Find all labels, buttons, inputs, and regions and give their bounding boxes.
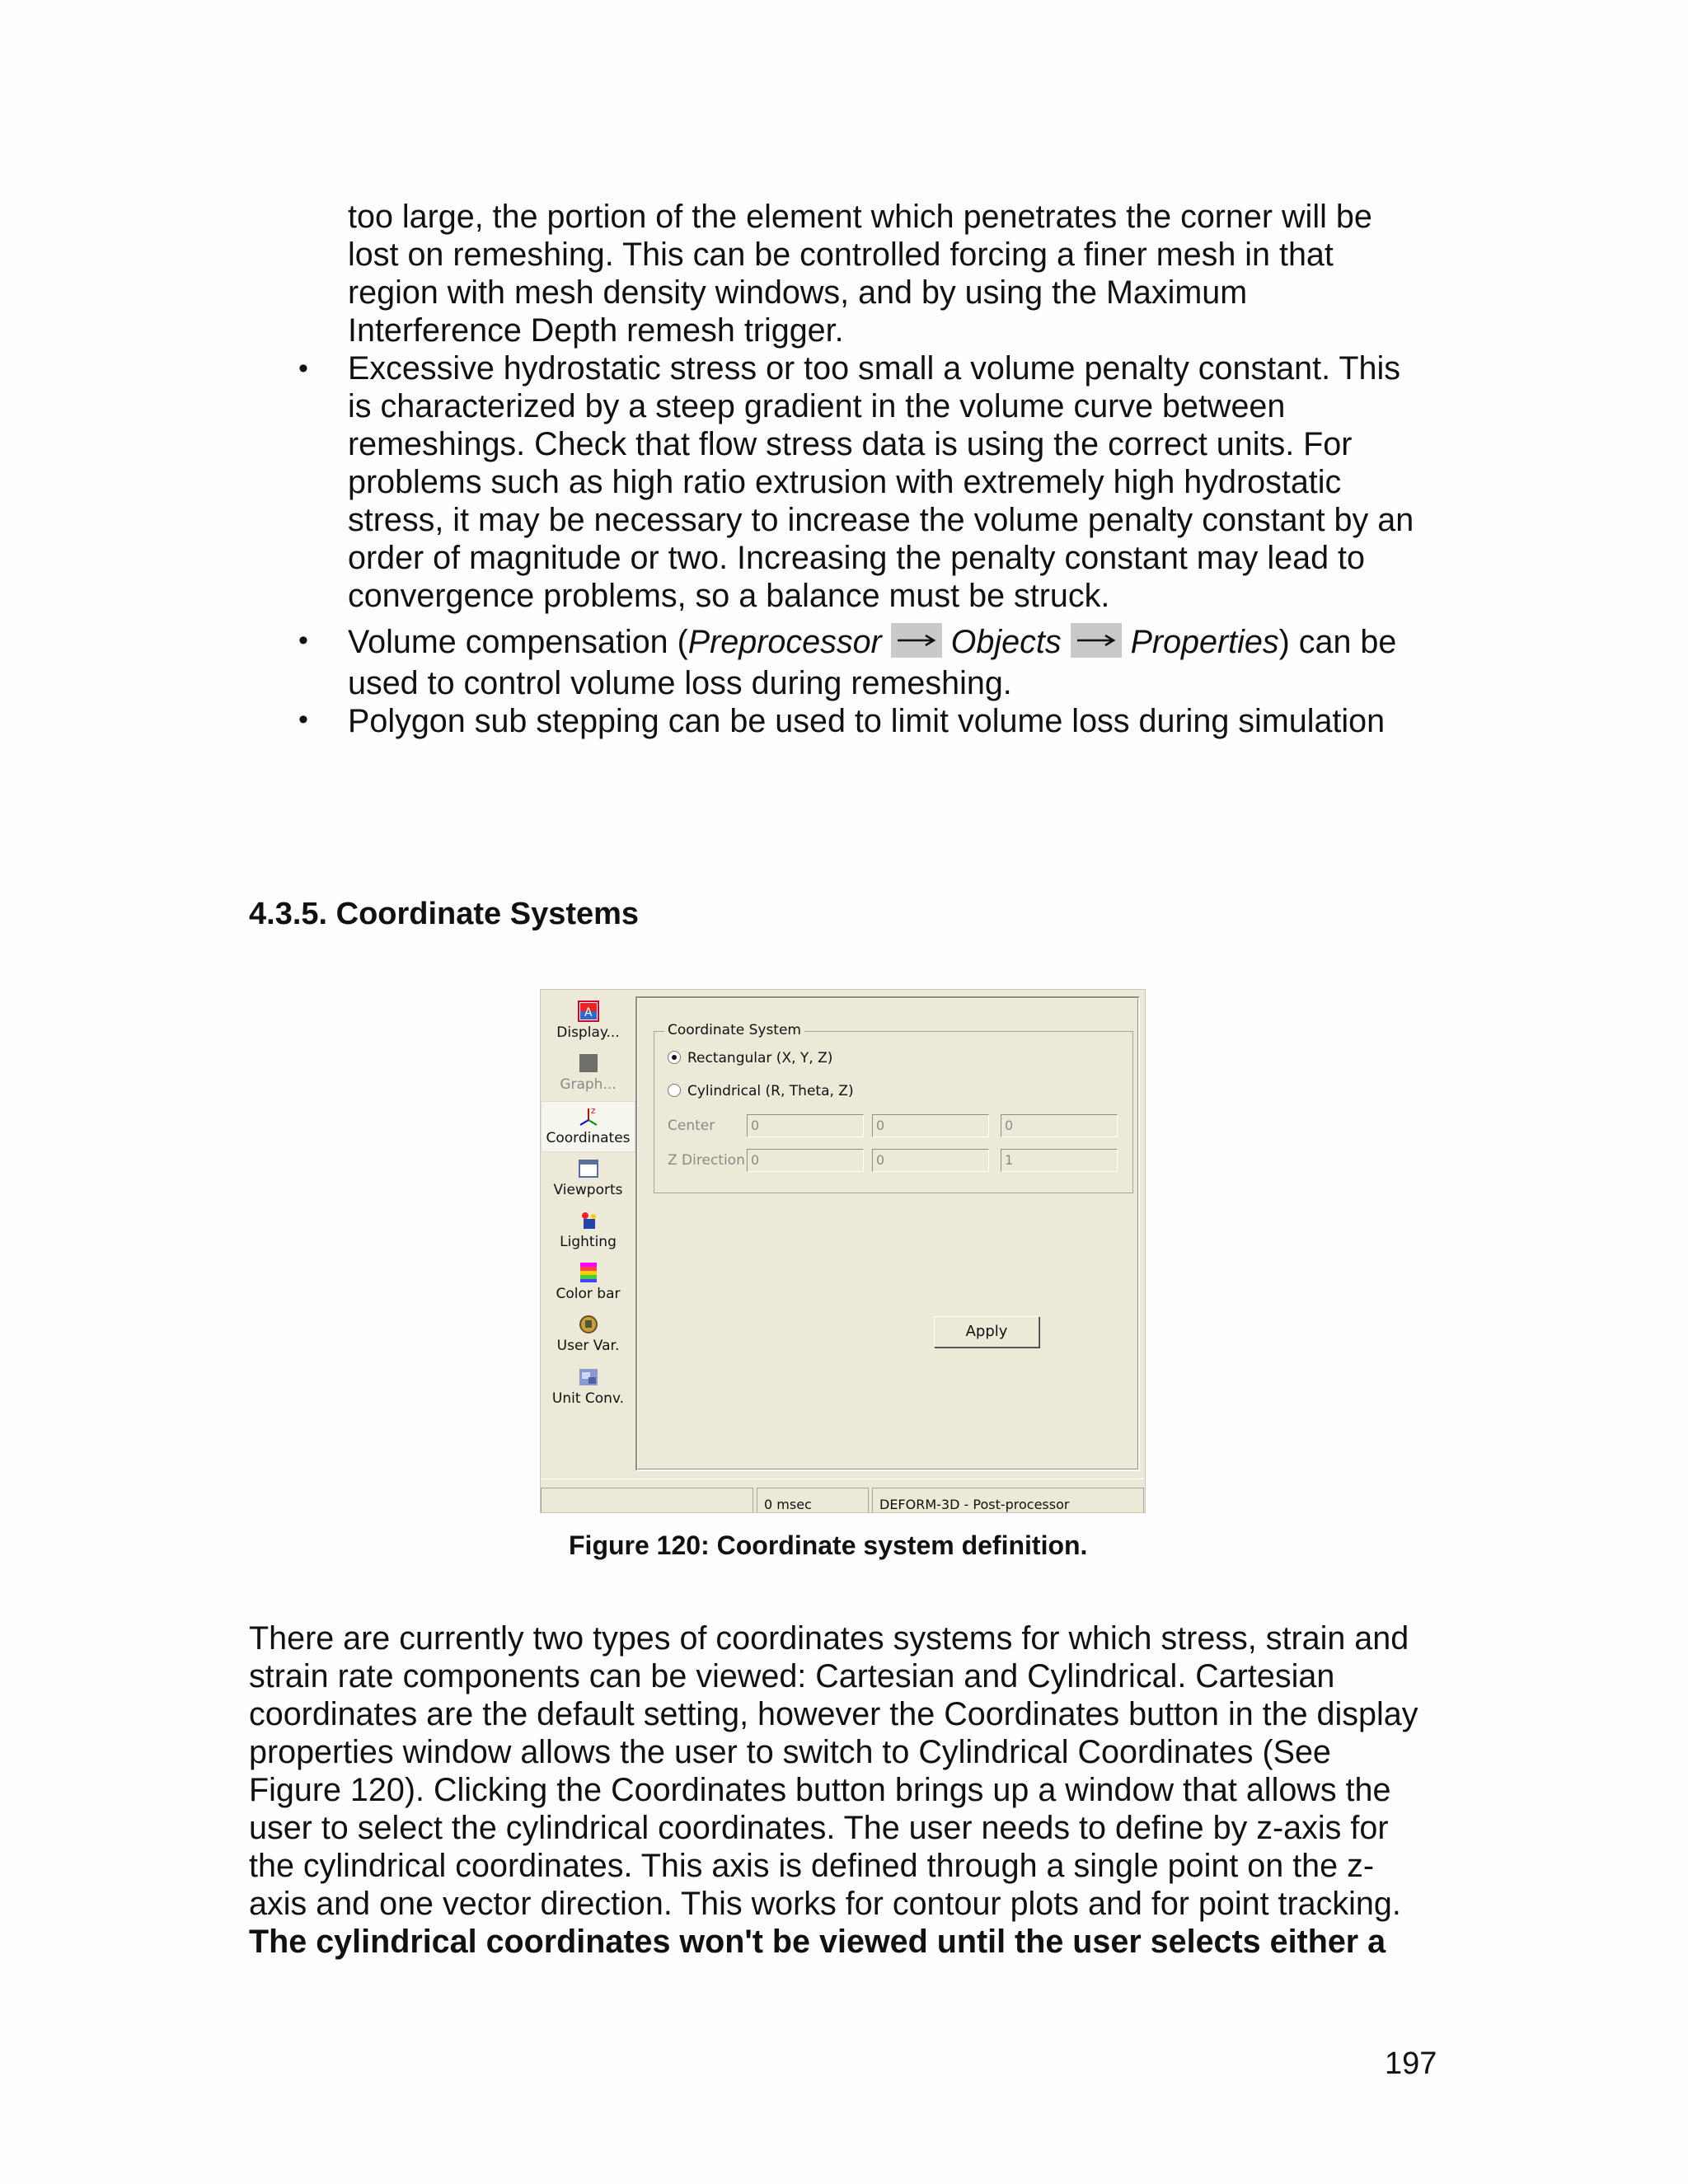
sidebar-item-graph[interactable]	[541, 1052, 635, 1093]
text-line: order of magnitude or two. Increasing the penalty constant may lead to	[348, 540, 1365, 576]
center-y-input[interactable]: 0	[872, 1114, 989, 1137]
zdir-y-input[interactable]: 0	[872, 1149, 989, 1172]
text-line: user to select the cylindrical coordinates. The user needs to define by z-axis for	[249, 1810, 1389, 1846]
sidebar	[541, 990, 635, 1476]
status-time: 0 msec	[757, 1488, 869, 1512]
text-line: Figure 120). Clicking the Coordinates button brings up a window that allows the	[249, 1772, 1391, 1808]
center-z-input[interactable]: 0	[1001, 1114, 1118, 1137]
settings-panel	[635, 996, 1140, 1471]
sidebar-item-coordinates[interactable]	[541, 1101, 635, 1152]
lighting-icon	[577, 1209, 600, 1232]
status-app: DEFORM-3D - Post-processor	[872, 1488, 1144, 1512]
text-line: Excessive hydrostatic stress or too small a volume penalty constant. This	[348, 350, 1400, 387]
zdir-x-input[interactable]: 0	[747, 1149, 864, 1172]
bullet-marker: •	[298, 704, 308, 735]
unit-conv-icon	[577, 1366, 600, 1389]
figure-caption: Figure 120: Coordinate system definition.	[569, 1530, 1088, 1560]
sidebar-item-user-var[interactable]	[541, 1313, 635, 1354]
text-line: lost on remeshing. This can be controlled forcing a finer mesh in that	[348, 237, 1334, 273]
text-line: convergence problems, so a balance must be struck.	[348, 578, 1110, 614]
coordinate-system-group	[654, 1022, 1133, 1193]
sidebar-item-label: User Var.	[556, 1338, 620, 1354]
display-icon	[577, 1000, 600, 1023]
center-label: Center	[668, 1118, 715, 1134]
text-line	[348, 623, 1396, 661]
zdir-z-input[interactable]: 1	[1001, 1149, 1118, 1172]
radio-label: Cylindrical (R, Theta, Z)	[687, 1083, 854, 1099]
radio-rectangular[interactable]	[668, 1050, 832, 1066]
coordinates-icon	[577, 1105, 600, 1128]
bold-line: The cylindrical coordinates won't be viewed until the user selects either a	[249, 1924, 1386, 1960]
page-number: 197	[1385, 2046, 1437, 2081]
sidebar-item-unit-conv[interactable]	[541, 1366, 635, 1407]
sidebar-item-viewports[interactable]	[541, 1157, 635, 1198]
text-line: remeshings. Check that flow stress data is using the correct units. For	[348, 426, 1353, 462]
center-x-input[interactable]: 0	[747, 1114, 864, 1137]
graph-icon	[577, 1052, 600, 1075]
menu-path-preprocessor: Preprocessor	[687, 624, 882, 660]
sidebar-item-label: Unit Conv.	[551, 1390, 625, 1407]
text-line: too large, the portion of the element which penetrates the corner will be	[348, 199, 1372, 235]
text-span: ) can be	[1278, 624, 1397, 660]
text-span: Volume compensation (	[348, 624, 688, 660]
z-direction-label: Z Direction	[668, 1152, 745, 1169]
menu-path-properties: Properties	[1130, 624, 1279, 660]
sidebar-item-label: Lighting	[560, 1234, 617, 1250]
text-line: strain rate components can be viewed: Cartesian and Cylindrical. Cartesian	[249, 1658, 1335, 1694]
bullet-marker: •	[298, 625, 308, 656]
text-line: Polygon sub stepping can be used to limit volume loss during simulation	[348, 703, 1386, 739]
apply-button[interactable]: Apply	[934, 1316, 1039, 1347]
text-line: properties window allows the user to switch to Cylindrical Coordinates (See	[249, 1734, 1331, 1770]
svg-text:A: A	[584, 1006, 593, 1019]
svg-text:Z: Z	[590, 1108, 595, 1115]
sidebar-item-display[interactable]	[541, 1000, 635, 1041]
text-line: problems such as high ratio extrusion with extremely high hydrostatic	[348, 464, 1342, 500]
color-bar-icon	[577, 1261, 600, 1284]
status-cell-empty	[541, 1488, 753, 1512]
group-title: Coordinate System	[664, 1022, 804, 1038]
radio-dot	[668, 1084, 681, 1097]
text-line: is characterized by a steep gradient in the volume curve between	[348, 388, 1286, 424]
text-line: region with mesh density windows, and by using the Maximum	[348, 274, 1248, 311]
status-bar	[541, 1479, 1145, 1514]
user-var-icon	[577, 1313, 600, 1336]
radio-label: Rectangular (X, Y, Z)	[687, 1050, 833, 1066]
text-line: There are currently two types of coordinates systems for which stress, strain and	[249, 1620, 1409, 1657]
figure-dialog	[540, 989, 1146, 1513]
radio-cylindrical[interactable]	[668, 1083, 854, 1099]
viewports-icon	[577, 1157, 600, 1180]
sidebar-item-label: Coordinates	[546, 1130, 631, 1146]
sidebar-item-label: Display...	[556, 1024, 620, 1041]
text-line: coordinates are the default setting, however the Coordinates button in the display	[249, 1696, 1418, 1732]
right-arrow-icon	[1071, 623, 1122, 658]
text-line: Interference Depth remesh trigger.	[348, 312, 844, 349]
menu-path-objects: Objects	[950, 624, 1062, 660]
sidebar-item-color-bar[interactable]	[541, 1261, 635, 1302]
text-line: the cylindrical coordinates. This axis is defined through a single point on the z-	[249, 1848, 1374, 1884]
sidebar-item-label: Graph...	[560, 1076, 617, 1093]
text-line: used to control volume loss during remeshing.	[348, 665, 1012, 701]
right-arrow-icon	[891, 623, 942, 658]
radio-dot	[668, 1051, 681, 1064]
sidebar-item-label: Viewports	[553, 1182, 623, 1198]
bullet-marker: •	[298, 353, 308, 384]
section-heading: 4.3.5. Coordinate Systems	[249, 897, 640, 931]
text-line: stress, it may be necessary to increase the volume penalty constant by an	[348, 502, 1414, 538]
text-line: axis and one vector direction. This works for contour plots and for point tracking.	[249, 1886, 1401, 1922]
sidebar-item-label: Color bar	[556, 1286, 621, 1302]
sidebar-item-lighting[interactable]	[541, 1209, 635, 1250]
